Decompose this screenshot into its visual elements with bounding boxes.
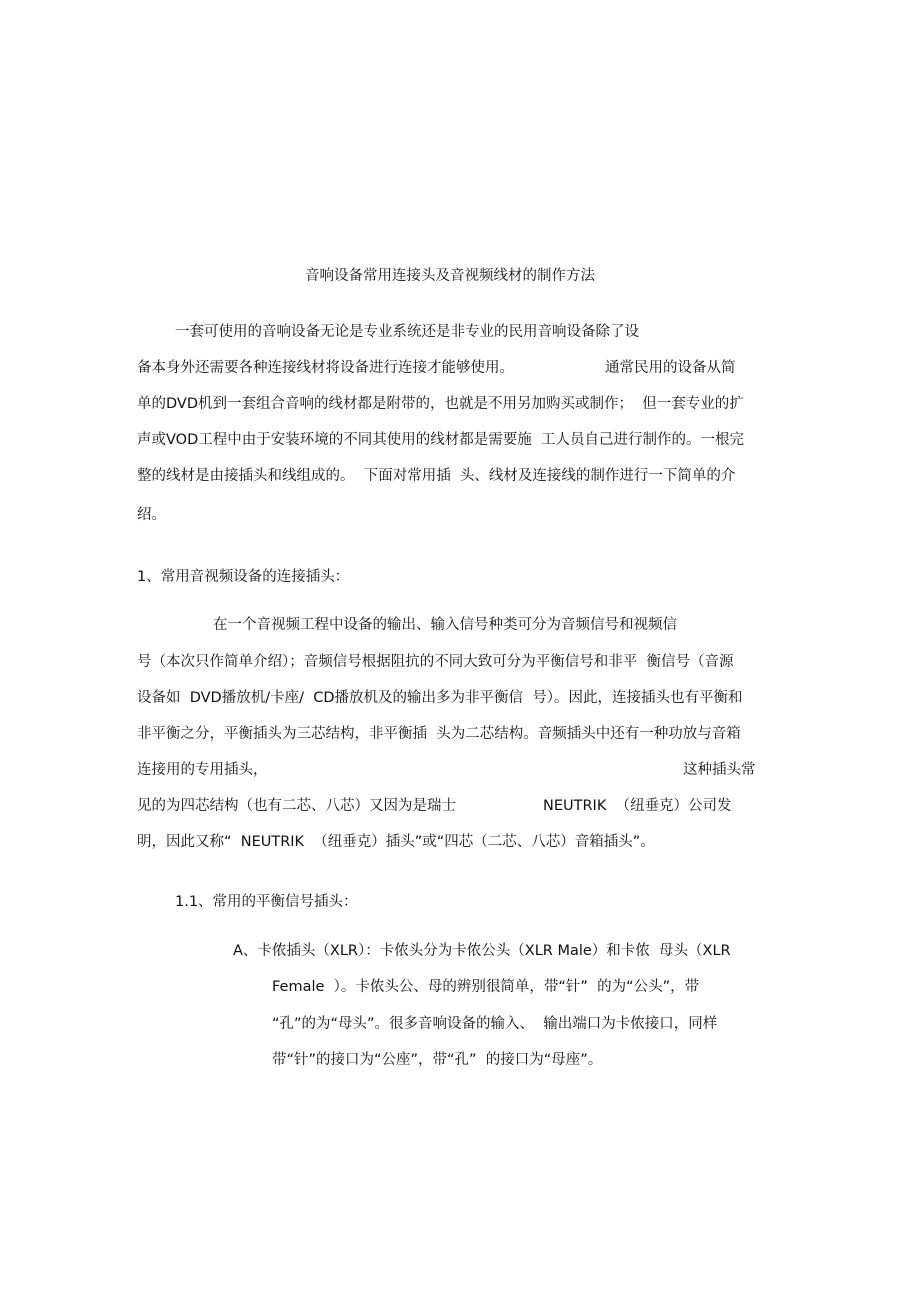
intro-line-6: 绍。 [137,507,166,523]
item-a-line-1: A、卡侬插头（XLR）：卡侬头分为卡侬公头（XLR Male）和卡侬 母头（XLR [233,943,731,959]
document-title: 音响设备常用连接头及音视频线材的制作方法 [305,268,595,284]
section-1-line-4: 非平衡之分，平衡插头为三芯结构，非平衡插 头为二芯结构。音频插头中还有一种功放与音箱 [137,726,741,742]
section-1-heading: 1、常用音视频设备的连接插头： [137,569,350,585]
section-1-line-6b: NEUTRIK （纽垂克）公司发 [543,798,732,814]
section-1-1-heading: 1.1、常用的平衡信号插头： [175,894,358,910]
intro-line-3: 单的DVD机到一套组合音响的线材都是附带的，也就是不用另加购买或制作； 但一套专业的扩 [137,396,744,412]
section-1-line-5a: 连接用的专用插头， [137,762,268,778]
section-1-line-2: 号（本次只作简单介绍）；音频信号根据阻抗的不同大致可分为平衡信号和非平 衡信号（音源 [137,654,734,670]
section-1-line-7: 明，因此又称“ NEUTRIK （纽垂克）插头”或“四芯（二芯、八芯）音箱插头”。 [137,834,655,850]
intro-line-4: 声或VOD工程中由于安装环境的不同其使用的线材都是需要施 工人员自己进行制作的。一根完 [137,432,744,448]
intro-line-5: 整的线材是由接插头和线组成的。 下面对常用插 头、线材及连接线的制作进行一下简单的介 [137,468,736,484]
section-1-line-1: 在一个音视频工程中设备的输出、输入信号种类可分为音频信号和视频信 [213,617,677,633]
intro-line-2b: 通常民用的设备从简 [605,360,736,376]
intro-line-1: 一套可使用的音响设备无论是专业系统还是非专业的民用音响设备除了设 [175,324,639,340]
item-a-line-2: Female ）。卡侬头公、母的辨别很简单，带“针” 的为“公头”，带 [272,979,700,995]
section-1-line-5b: 这种插头常 [683,762,756,778]
item-a-line-4: 带“针”的接口为“公座”，带“孔” 的接口为“母座”。 [272,1052,603,1068]
item-a-line-3: “孔”的为“母头”。很多音响设备的输入、 输出端口为卡侬接口，同样 [272,1016,718,1032]
section-1-line-3: 设备如 DVD播放机/卡座/ CD播放机及的输出多为非平衡信 号）。因此，连接插头也有平衡和 [137,690,743,706]
intro-line-2a: 备本身外还需要各种连接线材将设备进行连接才能够使用。 [137,360,514,376]
section-1-line-6a: 见的为四芯结构（也有二芯、八芯）又因为是瑞士 [137,798,456,814]
